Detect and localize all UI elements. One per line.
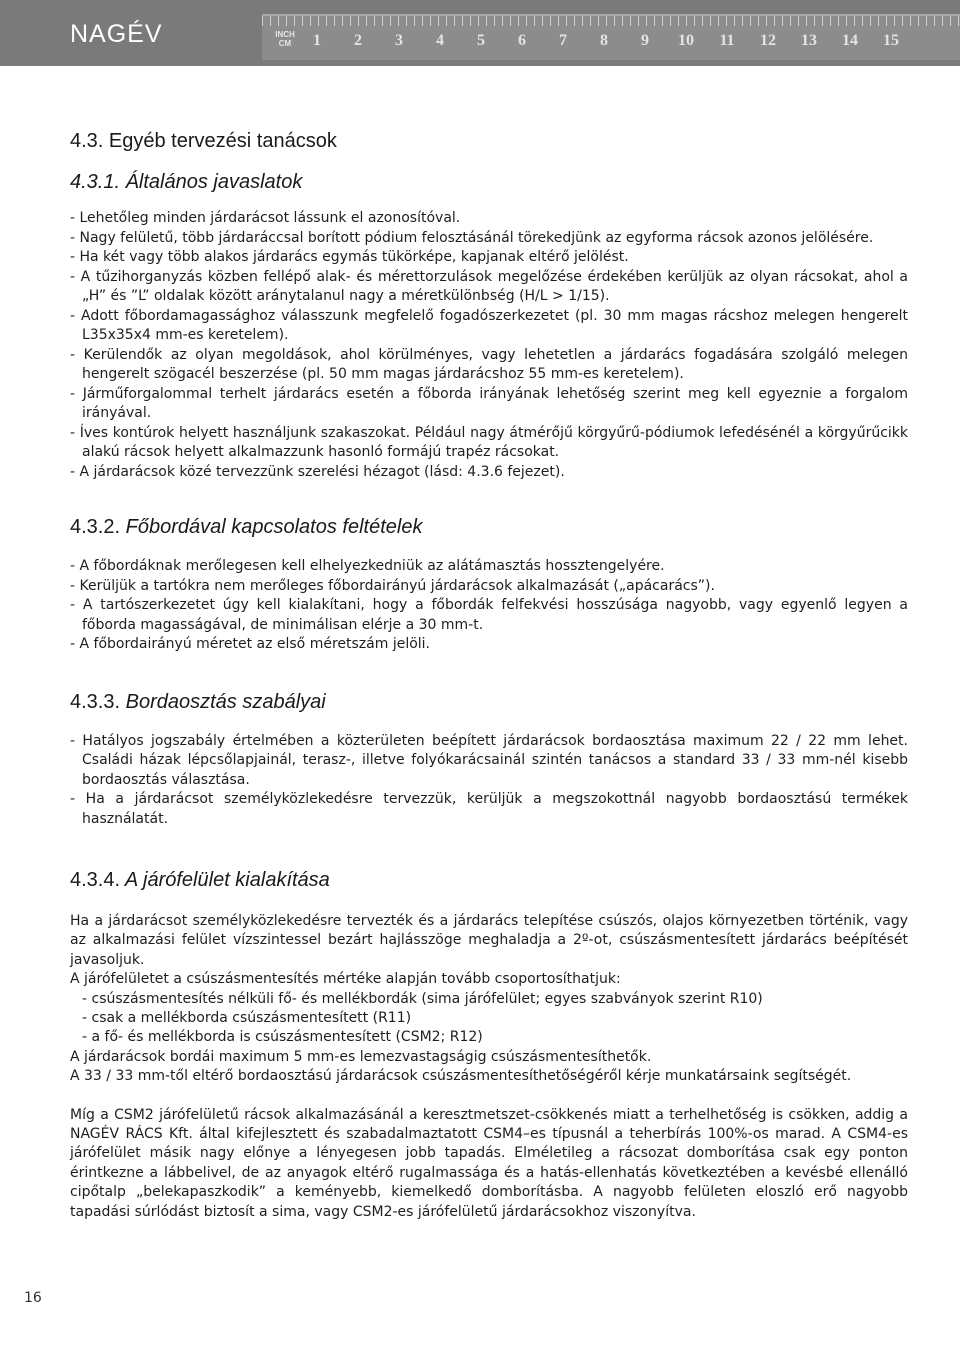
list-item: - Ha a járdarácsot személyközlekedésre tervezzük, kerüljük a megszokottnál nagyobb bordaosztású termékek használatát. bbox=[70, 791, 908, 827]
list-item: - Járműforgalommal terhelt járdarács esetén a főborda irányának lehetőség szerint meg kell egyeznie a forgalom irányával. bbox=[70, 385, 908, 421]
paragraph: A járdarácsok bordái maximum 5 mm-es lemezvastagságig csúszásmentesíthetők. bbox=[70, 1048, 652, 1065]
bar-spacing-rules-list bbox=[70, 732, 908, 830]
list-item: - A főbordáknak merőlegesen kell elhelyezkedniük az alátámasztás hossztengelyére. bbox=[70, 558, 665, 574]
ruler-numbers bbox=[302, 32, 952, 56]
page-header bbox=[0, 0, 960, 66]
list-item: - A főbordairányú méretet az első méretszám jelöli. bbox=[70, 636, 431, 652]
ruler-number: 15 bbox=[883, 32, 899, 49]
main-bar-conditions-list bbox=[70, 557, 908, 655]
ruler-ticks bbox=[262, 16, 960, 26]
list-item: - Íves kontúrok helyett használjunk szakaszokat. Például nagy átmérőjű körgyűrű-pódiumok lefedésénél a körgyűrűcikk alakú rácsok helyett alkalmazzunk hasonló formájú trapéz rácsokat. bbox=[70, 424, 908, 460]
ruler-number: 2 bbox=[354, 32, 362, 49]
list-item: - Ha két vagy több alakos járdarács egymás tükörképe, kapjanak eltérő jelölést. bbox=[70, 249, 629, 265]
brand-name: NAGÉV bbox=[70, 20, 163, 48]
paragraph: A 33 / 33 mm-től eltérő bordaosztású járdarácsok csúszásmentesíthetőségéről kérje munkatársaink segítségét. bbox=[70, 1068, 852, 1085]
paragraph: Ha a járdarácsot személyközlekedésre tervezték és a járdarács telepítése csúszós, olajos környezetben történik, vagy az alkalmazási felület vízszintessel bezárt hajlásszöge meghaladja a 2º-ot, csúszásmentesített járdarács beépítését javasoljuk. bbox=[70, 913, 908, 968]
list-item: - A járdarácsok közé tervezzünk szerelési hézagot (lásd: 4.3.6 fejezet). bbox=[70, 463, 565, 480]
subsection-title-text: Főbordával kapcsolatos feltételek bbox=[125, 516, 423, 538]
paragraph: Míg a CSM2 járófelületű rácsok alkalmazásánál a keresztmetszet-csökkenés miatt a terhelhetőség is csökken, addig a NAGÉV RÁCS Kft. által kifejlesztett és szabadalmaztatott CSM4–es típusnál a teherbírás 100%-os marad. A CSM4-es járófelület másik nagy előnye a lényegesen jobb tapadás. Elméletileg a rácsozat domborítása csak egy ponton érintkezne a lábbelivel, de az anyagok eltérő rugalmassága és a hatás-ellenhatás következtében a kevésbé ellenálló cipőtalp „belekapaszkodik” a keményebb, kiemelkedő domborításba. A nagyobb felületen eloszló erő nagyobb tapadási súrlódást biztosít a sima, vagy CSM2-es járófelületű járdarácsokhoz viszonyítva. bbox=[70, 1106, 908, 1220]
sub-list-item: - csak a mellékborda csúszásmentesített (R11) bbox=[82, 1010, 412, 1027]
ruler-graphic bbox=[262, 14, 960, 60]
paragraph: A járófelületet a csúszásmentesítés mértéke alapján tovább csoportosíthatjuk: bbox=[70, 971, 621, 988]
ruler-number: 7 bbox=[559, 32, 567, 49]
list-item: - Adott főbordamagassághoz válasszunk megfelelő fogadószerkezetet (pl. 30 mm magas rácshoz melegen hengerelt L35x35x4 mm-es keretelem). bbox=[70, 307, 908, 343]
section-title: 4.3. Egyéb tervezési tanácsok bbox=[70, 130, 337, 152]
subsection-title-general: 4.3.1. Általános javaslatok bbox=[70, 171, 303, 193]
walking-surface-body bbox=[70, 912, 908, 1222]
ruler-number: 8 bbox=[600, 32, 608, 49]
list-item: - Nagy felületű, több járdaráccsal borított pódium felosztásánál törekedjünk az egyforma rácsok azonos jelölésére. bbox=[70, 229, 874, 246]
list-item: - Hatályos jogszabály értelmében a közterületen beépített járdarácsok bordaosztása maximum 22 / 22 mm lehet. Családi házak lépcsőlapjainál, terasz-, illetve folyókarácsainál szintén tanácsos a standard 33 / 33 mm-nél kisebb bordaosztás választása. bbox=[70, 732, 908, 788]
ruler-number: 11 bbox=[719, 32, 735, 49]
ruler-number: 6 bbox=[518, 32, 526, 49]
subsection-title-walking-surface bbox=[70, 869, 908, 892]
ruler-number: 14 bbox=[842, 32, 858, 49]
ruler-number: 4 bbox=[436, 32, 444, 49]
subsection-title-bar-spacing bbox=[70, 691, 908, 714]
sub-list-item: - a fő- és mellékborda is csúszásmentesített (CSM2; R12) bbox=[82, 1029, 483, 1046]
list-item: - A tűzihorganyzás közben fellépő alak- és mérettorzulások megelőzése érdekében kerüljük az olyan rácsokat, ahol a „H” és ”L” oldalak között aránytalanul nagy a méretkülönbség (H/L > 1/15). bbox=[70, 268, 908, 304]
main-content bbox=[70, 130, 908, 1222]
ruler-number: 3 bbox=[395, 32, 403, 49]
list-item: - Lehetőleg minden járdarácsot lássunk el azonosítóval. bbox=[70, 210, 461, 226]
subsection-title-text: Bordaosztás szabályai bbox=[125, 690, 326, 713]
ruler-unit-label: INCH CM bbox=[275, 30, 295, 48]
ruler-number: 13 bbox=[801, 32, 817, 49]
list-item: - A tartószerkezetet úgy kell kialakítani, hogy a főbordák felfekvési hosszúsága nagyobb, vagy egyenlő legyen a főborda magasságával, de minimálisan elérje a 30 mm-t. bbox=[70, 597, 908, 633]
page-number: 16 bbox=[24, 1290, 42, 1306]
list-item: - Kerüljük a tartókra nem merőleges főbordairányú járdarácsok alkalmazását („apácarács”). bbox=[70, 577, 715, 594]
subsection-number: 4.3.4. bbox=[70, 869, 121, 891]
subsection-title-text: A járófelület kialakítása bbox=[124, 869, 330, 891]
ruler-number: 1 bbox=[313, 32, 321, 49]
sub-list bbox=[70, 990, 908, 1048]
subsection-number: 4.3.2. bbox=[70, 516, 121, 538]
sub-list-item: - csúszásmentesítés nélküli fő- és mellékbordák (sima járófelület; egyes szabványok szerint R10) bbox=[82, 990, 763, 1007]
subsection-title-main-bar bbox=[70, 516, 908, 539]
ruler-number: 12 bbox=[760, 32, 776, 49]
general-advice-list bbox=[70, 209, 908, 482]
ruler-number: 9 bbox=[641, 32, 649, 49]
subsection-number: 4.3.3. bbox=[70, 690, 121, 713]
ruler-number: 10 bbox=[678, 32, 694, 49]
list-item: - Kerülendők az olyan megoldások, ahol körülményes, vagy lehetetlen a járdarács fogadására szolgáló melegen hengerelt szögacél beszerzése (pl. 50 mm magas járdarácshoz 55 mm-es keretelem). bbox=[70, 346, 908, 382]
ruler-number: 5 bbox=[477, 32, 485, 49]
